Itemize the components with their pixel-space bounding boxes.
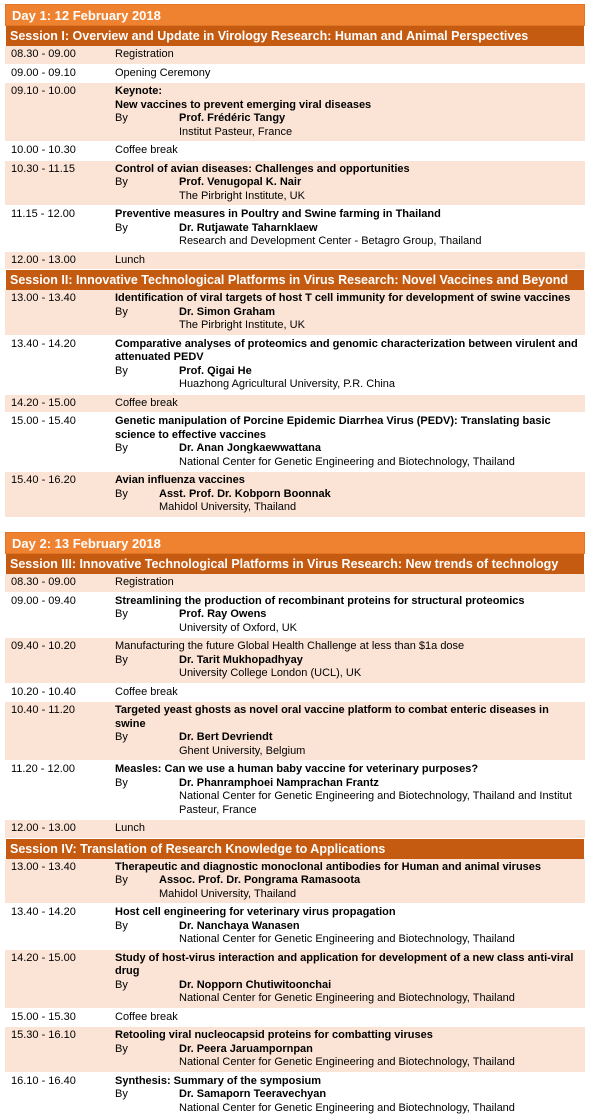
schedule-row bbox=[5, 950, 585, 1009]
time-slot: 09.10 - 10.00 bbox=[5, 85, 115, 139]
time-slot: 14.20 - 15.00 bbox=[5, 397, 115, 411]
by-label: By bbox=[115, 874, 159, 888]
speaker-line bbox=[115, 777, 579, 791]
by-label: By bbox=[115, 979, 179, 993]
speaker-name: Dr. Phanramphoei Namprachan Frantz bbox=[179, 777, 379, 791]
talk-title: Streamlining the production of recombinant proteins for structural proteomics bbox=[115, 595, 579, 609]
time-slot: 16.10 - 16.40 bbox=[5, 1075, 115, 1116]
time-slot: 13.00 - 13.40 bbox=[5, 292, 115, 333]
schedule-row bbox=[5, 395, 585, 414]
row-content bbox=[115, 144, 585, 158]
speaker-line bbox=[115, 112, 579, 126]
talk-title: Study of host-virus interaction and application for development of a new class anti-viral drug bbox=[115, 952, 579, 979]
schedule-row bbox=[5, 206, 585, 252]
talk-title: Synthesis: Summary of the symposium bbox=[115, 1075, 579, 1089]
by-label: By bbox=[115, 920, 179, 934]
day-header: Day 2: 13 February 2018 bbox=[5, 532, 585, 554]
row-content bbox=[115, 576, 585, 590]
talk-title: Host cell engineering for veterinary virus propagation bbox=[115, 906, 579, 920]
speaker-line bbox=[115, 442, 579, 456]
program-item: Coffee break bbox=[115, 144, 579, 158]
speaker-line bbox=[115, 979, 579, 993]
time-slot: 12.00 - 13.00 bbox=[5, 254, 115, 268]
time-slot: 09.00 - 09.40 bbox=[5, 595, 115, 636]
schedule-row bbox=[5, 46, 585, 65]
speaker-name: Prof. Venugopal K. Nair bbox=[179, 176, 301, 190]
speaker-line bbox=[115, 1043, 579, 1057]
speaker-name: Dr. Anan Jongkaewwattana bbox=[179, 442, 321, 456]
talk-title: Preventive measures in Poultry and Swine farming in Thailand bbox=[115, 208, 579, 222]
time-slot: 10.20 - 10.40 bbox=[5, 686, 115, 700]
schedule-row bbox=[5, 820, 585, 839]
speaker-line bbox=[115, 176, 579, 190]
program-item: Lunch bbox=[115, 254, 579, 268]
speaker-name: Prof. Frédéric Tangy bbox=[179, 112, 285, 126]
schedule-row bbox=[5, 65, 585, 84]
speaker-affiliation: Mahidol University, Thailand bbox=[115, 501, 579, 515]
schedule-row bbox=[5, 472, 585, 518]
time-slot: 15.40 - 16.20 bbox=[5, 474, 115, 515]
speaker-line bbox=[115, 654, 579, 668]
schedule-row bbox=[5, 1027, 585, 1073]
row-content bbox=[115, 595, 585, 636]
time-slot: 08.30 - 09.00 bbox=[5, 576, 115, 590]
speaker-line bbox=[115, 1088, 579, 1102]
time-slot: 14.20 - 15.00 bbox=[5, 952, 115, 1006]
talk-title: Targeted yeast ghosts as novel oral vaccine platform to combat enteric diseases in swine bbox=[115, 704, 579, 731]
row-content bbox=[115, 415, 585, 469]
speaker-line bbox=[115, 731, 579, 745]
program-item: Coffee break bbox=[115, 397, 579, 411]
talk-title: Retooling viral nucleocapsid proteins for combatting viruses bbox=[115, 1029, 579, 1043]
program-item: Coffee break bbox=[115, 686, 579, 700]
program-item: Lunch bbox=[115, 822, 579, 836]
by-label: By bbox=[115, 488, 159, 502]
row-content bbox=[115, 163, 585, 204]
talk-title: Comparative analyses of proteomics and genomic characterization between virulent and attenuated PEDV bbox=[115, 338, 579, 365]
by-label: By bbox=[115, 608, 179, 622]
time-slot: 11.15 - 12.00 bbox=[5, 208, 115, 249]
schedule-row bbox=[5, 1073, 585, 1118]
by-label: By bbox=[115, 112, 179, 126]
speaker-name: Prof. Qigai He bbox=[179, 365, 252, 379]
by-label: By bbox=[115, 176, 179, 190]
time-slot: 09.40 - 10.20 bbox=[5, 640, 115, 681]
row-content bbox=[115, 254, 585, 268]
schedule-row bbox=[5, 336, 585, 395]
program-item: Registration bbox=[115, 576, 579, 590]
speaker-name: Dr. Nopporn Chutiwitoonchai bbox=[179, 979, 331, 993]
program-item: Registration bbox=[115, 48, 579, 62]
talk-title: Keynote: New vaccines to prevent emerging viral diseases bbox=[115, 85, 579, 112]
schedule-row bbox=[5, 702, 585, 761]
program-item: Opening Ceremony bbox=[115, 67, 579, 81]
schedule-row bbox=[5, 252, 585, 271]
speaker-name: Dr. Rutjawate Taharnklaew bbox=[179, 222, 318, 236]
schedule-row bbox=[5, 1009, 585, 1028]
talk-title: Measles: Can we use a human baby vaccine for veterinary purposes? bbox=[115, 763, 579, 777]
by-label: By bbox=[115, 777, 179, 791]
speaker-name: Dr. Samaporn Teeravechyan bbox=[179, 1088, 326, 1102]
row-content bbox=[115, 67, 585, 81]
time-slot: 13.40 - 14.20 bbox=[5, 906, 115, 947]
session-header: Session I: Overview and Update in Virology Research: Human and Animal Perspectives bbox=[5, 26, 585, 46]
speaker-name: Asst. Prof. Dr. Kobporn Boonnak bbox=[159, 488, 331, 502]
row-content bbox=[115, 85, 585, 139]
speaker-affiliation: The Pirbright Institute, UK bbox=[115, 319, 579, 333]
talk-title: Genetic manipulation of Porcine Epidemic Diarrhea Virus (PEDV): Translating basic science to effective vaccines bbox=[115, 415, 579, 442]
speaker-affiliation: National Center for Genetic Engineering and Biotechnology, Thailand bbox=[115, 992, 579, 1006]
day-header: Day 1: 12 February 2018 bbox=[5, 4, 585, 26]
speaker-affiliation: Research and Development Center - Betagro Group, Thailand bbox=[115, 235, 579, 249]
by-label: By bbox=[115, 731, 179, 745]
time-slot: 15.00 - 15.40 bbox=[5, 415, 115, 469]
row-content bbox=[115, 952, 585, 1006]
speaker-affiliation: National Center for Genetic Engineering and Biotechnology, Thailand bbox=[115, 1056, 579, 1070]
speaker-affiliation: University of Oxford, UK bbox=[115, 622, 579, 636]
program-item: Coffee break bbox=[115, 1011, 579, 1025]
row-content bbox=[115, 338, 585, 392]
speaker-line bbox=[115, 874, 579, 888]
talk-title: Control of avian diseases: Challenges and opportunities bbox=[115, 163, 579, 177]
speaker-affiliation: National Center for Genetic Engineering and Biotechnology, Thailand bbox=[115, 456, 579, 470]
speaker-name: Dr. Bert Devriendt bbox=[179, 731, 273, 745]
speaker-name: Dr. Simon Graham bbox=[179, 306, 275, 320]
session-header: Session IV: Translation of Research Knowledge to Applications bbox=[5, 839, 585, 859]
speaker-name: Prof. Ray Owens bbox=[179, 608, 266, 622]
schedule-row bbox=[5, 904, 585, 950]
row-content bbox=[115, 640, 585, 681]
speaker-affiliation: Mahidol University, Thailand bbox=[115, 888, 579, 902]
row-content bbox=[115, 822, 585, 836]
session-header: Session II: Innovative Technological Platforms in Virus Research: Novel Vaccines and Beyond bbox=[5, 270, 585, 290]
speaker-affiliation: National Center for Genetic Engineering and Biotechnology, Thailand bbox=[115, 1102, 579, 1116]
row-content bbox=[115, 763, 585, 817]
row-content bbox=[115, 474, 585, 515]
schedule-row bbox=[5, 413, 585, 472]
talk-title: Identification of viral targets of host T cell immunity for development of swine vaccines bbox=[115, 292, 579, 306]
time-slot: 10.00 - 10.30 bbox=[5, 144, 115, 158]
schedule-row bbox=[5, 290, 585, 336]
speaker-affiliation: The Pirbright Institute, UK bbox=[115, 190, 579, 204]
by-label: By bbox=[115, 306, 179, 320]
speaker-line bbox=[115, 222, 579, 236]
by-label: By bbox=[115, 222, 179, 236]
speaker-affiliation: Institut Pasteur, France bbox=[115, 126, 579, 140]
row-content bbox=[115, 397, 585, 411]
schedule-row bbox=[5, 761, 585, 820]
speaker-line bbox=[115, 608, 579, 622]
talk-title: Manufacturing the future Global Health Challenge at less than $1a dose bbox=[115, 640, 579, 654]
time-slot: 09.00 - 09.10 bbox=[5, 67, 115, 81]
time-slot: 13.40 - 14.20 bbox=[5, 338, 115, 392]
speaker-line bbox=[115, 365, 579, 379]
schedule-row bbox=[5, 859, 585, 905]
speaker-name: Dr. Tarit Mukhopadhyay bbox=[179, 654, 303, 668]
row-content bbox=[115, 1011, 585, 1025]
speaker-line bbox=[115, 920, 579, 934]
talk-title: Avian influenza vaccines bbox=[115, 474, 579, 488]
by-label: By bbox=[115, 1043, 179, 1057]
time-slot: 08.30 - 09.00 bbox=[5, 48, 115, 62]
speaker-affiliation: National Center for Genetic Engineering and Biotechnology, Thailand bbox=[115, 933, 579, 947]
row-content bbox=[115, 861, 585, 902]
time-slot: 10.30 - 11.15 bbox=[5, 163, 115, 204]
row-content bbox=[115, 906, 585, 947]
row-content bbox=[115, 686, 585, 700]
by-label: By bbox=[115, 442, 179, 456]
time-slot: 12.00 - 13.00 bbox=[5, 822, 115, 836]
speaker-affiliation: Ghent University, Belgium bbox=[115, 745, 579, 759]
by-label: By bbox=[115, 1088, 179, 1102]
row-content bbox=[115, 1029, 585, 1070]
row-content bbox=[115, 292, 585, 333]
schedule-row bbox=[5, 142, 585, 161]
row-content bbox=[115, 208, 585, 249]
schedule-row bbox=[5, 83, 585, 142]
row-content bbox=[115, 48, 585, 62]
schedule-row bbox=[5, 593, 585, 639]
speaker-line bbox=[115, 488, 579, 502]
row-content bbox=[115, 1075, 585, 1116]
speaker-name: Dr. Nanchaya Wanasen bbox=[179, 920, 300, 934]
session-header: Session III: Innovative Technological Platforms in Virus Research: New trends of technology bbox=[5, 554, 585, 574]
schedule-row bbox=[5, 684, 585, 703]
speaker-affiliation: National Center for Genetic Engineering and Biotechnology, Thailand and Institut Pasteur, France bbox=[115, 790, 579, 817]
speaker-affiliation: University College London (UCL), UK bbox=[115, 667, 579, 681]
by-label: By bbox=[115, 365, 179, 379]
talk-title: Therapeutic and diagnostic monoclonal antibodies for Human and animal viruses bbox=[115, 861, 579, 875]
speaker-line bbox=[115, 306, 579, 320]
time-slot: 10.40 - 11.20 bbox=[5, 704, 115, 758]
time-slot: 15.30 - 16.10 bbox=[5, 1029, 115, 1070]
time-slot: 15.00 - 15.30 bbox=[5, 1011, 115, 1025]
speaker-affiliation: Huazhong Agricultural University, P.R. China bbox=[115, 378, 579, 392]
schedule-row bbox=[5, 574, 585, 593]
by-label: By bbox=[115, 654, 179, 668]
time-slot: 13.00 - 13.40 bbox=[5, 861, 115, 902]
schedule-row bbox=[5, 161, 585, 207]
time-slot: 11.20 - 12.00 bbox=[5, 763, 115, 817]
day-1-schedule bbox=[5, 4, 585, 518]
day-2-schedule bbox=[5, 532, 585, 1118]
row-content bbox=[115, 704, 585, 758]
schedule-row bbox=[5, 638, 585, 684]
speaker-name: Dr. Peera Jaruampornpan bbox=[179, 1043, 313, 1057]
speaker-name: Assoc. Prof. Dr. Pongrama Ramasoota bbox=[159, 874, 360, 888]
